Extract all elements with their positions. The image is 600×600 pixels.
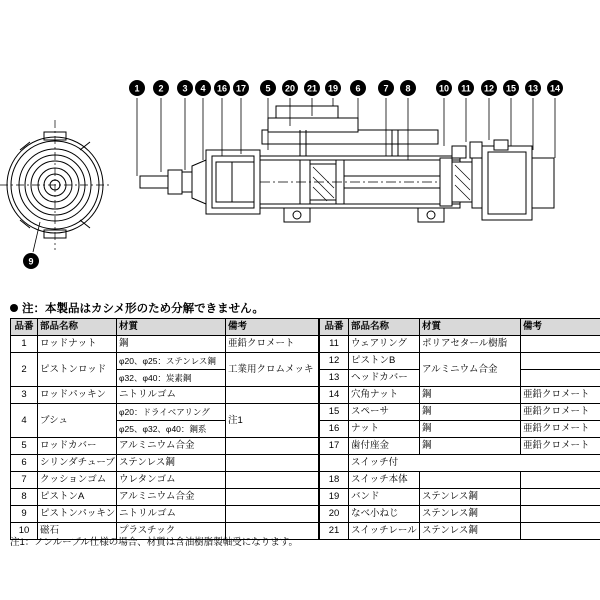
table-row [320,404,600,421]
cell-material: ステンレス鋼 [117,455,226,472]
svg-text:2: 2 [158,83,164,94]
cell-no: 12 [320,353,349,370]
cell-remarks [226,489,319,506]
svg-text:20: 20 [284,83,296,94]
cell-remarks: 注1 [226,404,319,438]
cell-material: プラスチック [117,523,226,540]
parts-tables [10,318,590,540]
cell-material: φ20：ドライベアリング [117,404,226,421]
cell-no: 17 [320,438,349,455]
cell-name: 歯付座金 [349,438,420,455]
cell-no: 10 [11,523,38,540]
cell-material [420,472,521,489]
table-row [11,404,319,421]
table-row [320,506,600,523]
note-line [10,300,590,316]
cell-name: スペーサ [349,404,420,421]
cell-remarks: 工業用クロムメッキ [226,353,319,387]
table-row [11,455,319,472]
cell-remarks [521,506,600,523]
cell-name: ヘッドカバー [349,370,420,387]
cell-remarks: 亜鉛クロメート [226,336,319,353]
svg-text:17: 17 [235,83,247,94]
cell-name: 磁石 [38,523,117,540]
cell-material: φ25、φ32、φ40：鋼系 [117,421,226,438]
cell-material: アルミニウム合金 [117,489,226,506]
table-row [320,421,600,438]
cell-material: φ32、φ40：炭素鋼 [117,370,226,387]
cell-remarks [226,472,319,489]
end-view-circles [0,120,110,250]
svg-text:19: 19 [327,83,339,94]
cell-remarks [521,353,600,370]
cell-no: 9 [11,506,38,523]
cell-material: 鋼 [117,336,226,353]
cell-remarks [521,523,600,540]
table-row [320,489,600,506]
cell-material: アルミニウム合金 [117,438,226,455]
table-row [11,387,319,404]
header-material: 材質 [420,319,521,336]
cell-no: 3 [11,387,38,404]
table-row [11,489,319,506]
svg-text:12: 12 [483,83,495,94]
cell-name: ピストンB [349,353,420,370]
cell-no: 5 [11,438,38,455]
cell-switch-label: スイッチ付 [349,455,600,472]
cell-material: 鋼 [420,404,521,421]
svg-text:4: 4 [200,83,206,94]
table-row [320,387,600,404]
cell-material: ニトリルゴム [117,387,226,404]
cell-no: 4 [11,404,38,438]
cell-no: 16 [320,421,349,438]
note-text: 注：本製品はカシメ形のため分解できません。 [22,303,264,315]
cell-remarks [521,472,600,489]
cell-name: ロッドカバー [38,438,117,455]
cell-remarks [226,506,319,523]
cell-no: 15 [320,404,349,421]
cell-name: ナット [349,421,420,438]
cell-material: ステンレス鋼 [420,506,521,523]
cell-no: 11 [320,336,349,353]
cell-name: ウェアリング [349,336,420,353]
table-row [11,506,319,523]
footnote-text: 注1：ノンルーブル仕様の場合、材質は含油樹脂製軸受になります。 [10,537,299,548]
svg-text:15: 15 [505,83,517,94]
table-row [320,438,600,455]
cell-material: φ20、φ25：ステンレス鋼 [117,353,226,370]
cell-name: 穴角ナット [349,387,420,404]
cell-name: ピストンA [38,489,117,506]
table-row [320,523,600,540]
cell-name: スイッチレール [349,523,420,540]
cell-remarks [521,336,600,353]
parts-table-left [10,318,319,540]
cell-no: 7 [11,472,38,489]
cell-name: スイッチ本体 [349,472,420,489]
cell-no: 21 [320,523,349,540]
svg-text:5: 5 [265,83,271,94]
cell-no: 1 [11,336,38,353]
header-name: 部品名称 [38,319,117,336]
cell-name: ロッドパッキン [38,387,117,404]
svg-text:7: 7 [383,83,389,94]
cell-no: 14 [320,387,349,404]
cell-remarks [226,455,319,472]
cell-name: ピストンパッキン [38,506,117,523]
cell-name: バンド [349,489,420,506]
cell-no: 18 [320,472,349,489]
table-row [11,353,319,370]
cell-name: ピストンロッド [38,353,117,387]
bullet-icon [10,304,18,312]
cell-material: ステンレス鋼 [420,489,521,506]
table-row [11,336,319,353]
svg-text:6: 6 [355,83,361,94]
cell-remarks: 亜鉛クロメート [521,387,600,404]
cell-material: 鋼 [420,387,521,404]
cell-material: ステンレス鋼 [420,523,521,540]
cell-name: なべ小ねじ [349,506,420,523]
cell-no: 8 [11,489,38,506]
side-view-body [140,106,554,222]
cell-material: 鋼 [420,438,521,455]
cell-name: クッションゴム [38,472,117,489]
svg-text:14: 14 [549,83,561,94]
svg-text:1: 1 [134,83,140,94]
table-row [11,472,319,489]
svg-text:11: 11 [461,83,471,94]
svg-text:10: 10 [438,83,450,94]
svg-text:9: 9 [28,256,34,267]
cell-remarks: 亜鉛クロメート [521,421,600,438]
table-header-row [11,319,319,336]
cell-no: 6 [11,455,38,472]
table-row [320,336,600,353]
cell-name: シリンダチューブ [38,455,117,472]
table-row [320,353,600,370]
cell-name: ブシュ [38,404,117,438]
cell-remarks [226,438,319,455]
cell-remarks [226,387,319,404]
cell-remarks: 亜鉛クロメート [521,404,600,421]
svg-text:13: 13 [527,83,539,94]
cell-remarks [521,370,600,387]
table-row [11,438,319,455]
cell-material: ニトリルゴム [117,506,226,523]
header-material: 材質 [117,319,226,336]
header-no: 品番 [320,319,349,336]
svg-text:21: 21 [306,83,318,94]
table-header-row [320,319,600,336]
parts-table-right [319,318,600,540]
cell-no: 19 [320,489,349,506]
cell-name: ロッドナット [38,336,117,353]
header-no: 品番 [11,319,38,336]
table-row [320,472,600,489]
cell-no [320,455,349,472]
cell-material: ポリアセタール樹脂 [420,336,521,353]
cell-remarks [521,489,600,506]
cell-remarks: 亜鉛クロメート [521,438,600,455]
cell-no: 13 [320,370,349,387]
cell-material: ウレタンゴム [117,472,226,489]
cell-no: 2 [11,353,38,387]
header-name: 部品名称 [349,319,420,336]
header-remarks: 備考 [226,319,319,336]
table-row-switch-header [320,455,600,472]
svg-text:8: 8 [405,83,411,94]
cell-material: 鋼 [420,421,521,438]
header-remarks: 備考 [521,319,600,336]
cell-material: アルミニウム合金 [420,353,521,387]
svg-text:3: 3 [182,83,188,94]
cell-no: 20 [320,506,349,523]
svg-text:16: 16 [216,83,228,94]
